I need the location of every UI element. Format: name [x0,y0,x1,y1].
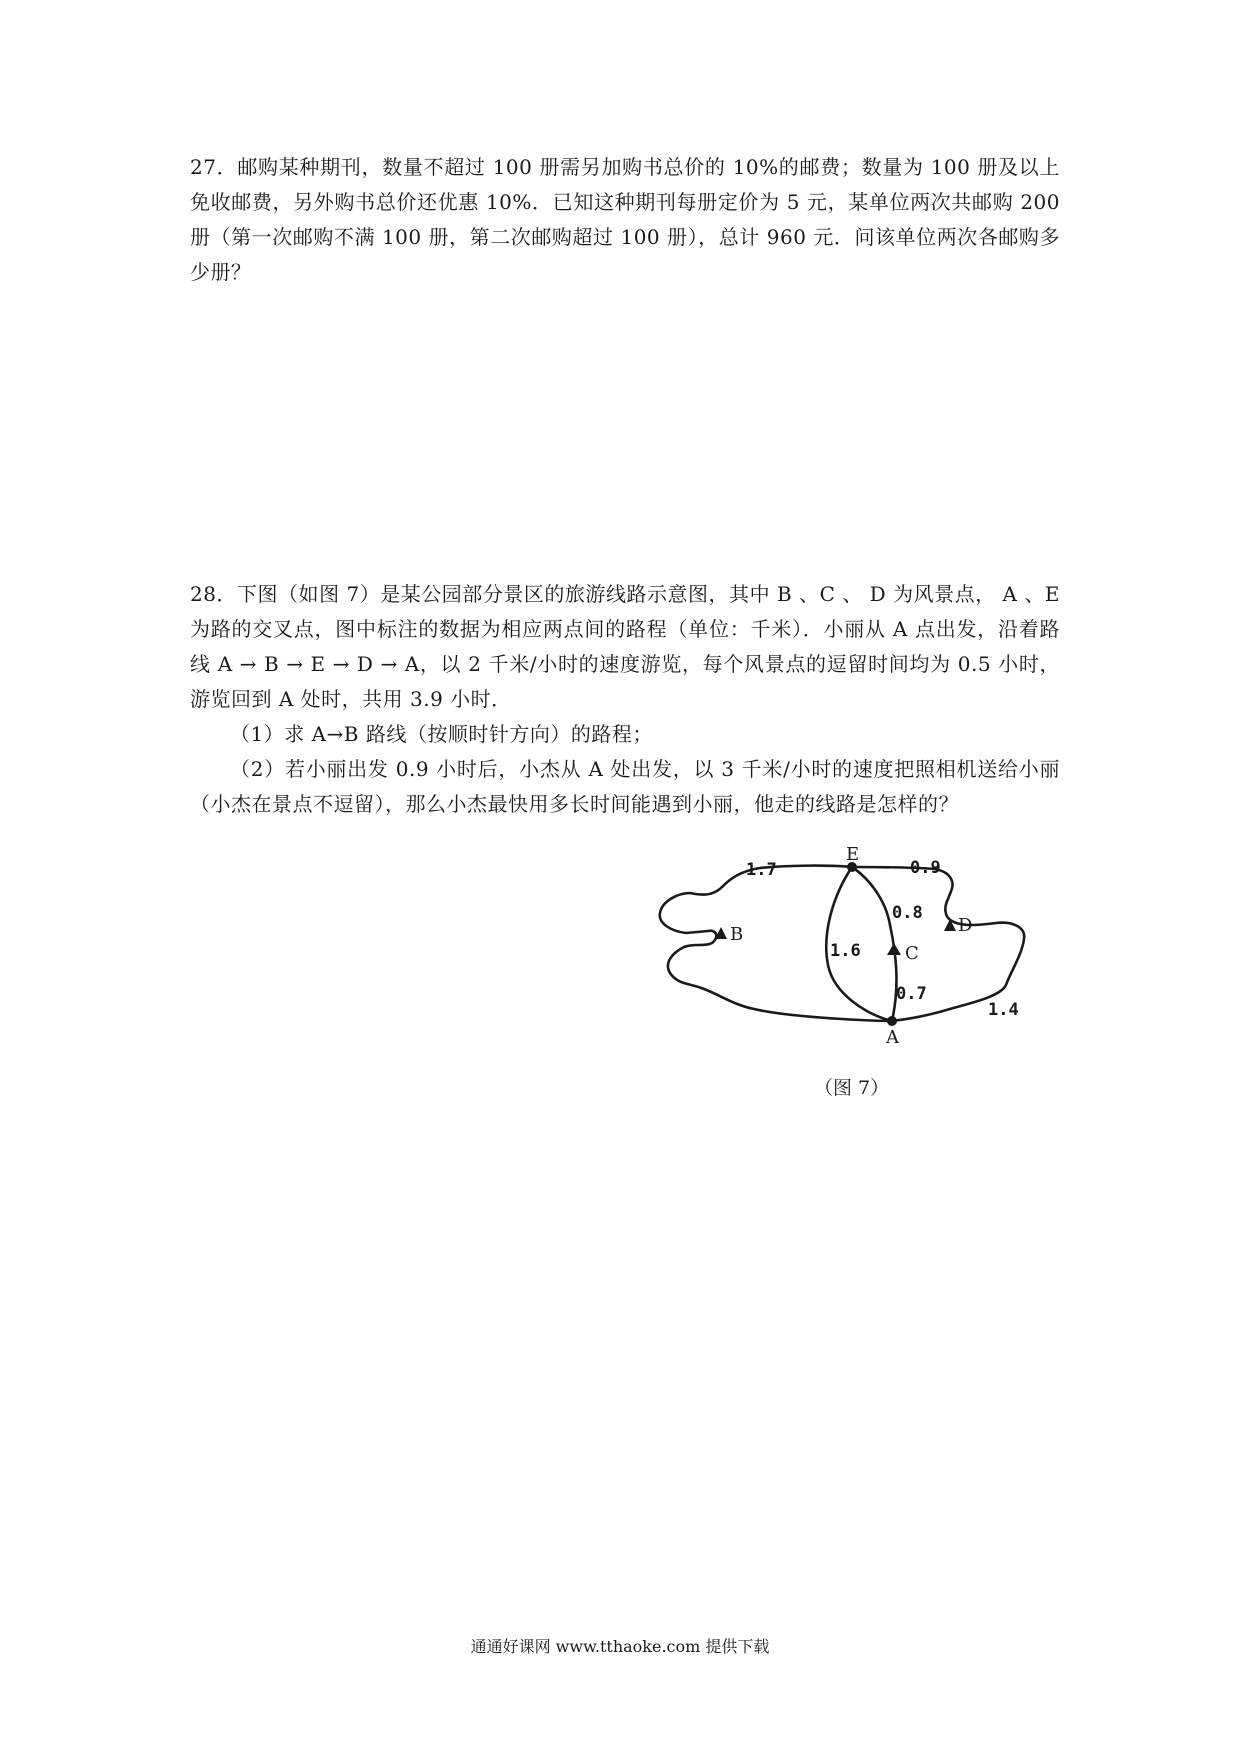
point-label-d: D [958,915,973,936]
page-footer: 通通好课网 www.tthaoke.com 提供下载 [470,1637,770,1656]
distance-e-d: 0.9 [910,858,941,878]
distance-e-a: 1.6 [830,941,861,961]
question-27-text: 27．邮购某种期刊，数量不超过 100 册需另加购书总价的 10%的邮费；数量为 100 册及以上免收邮费，另外购书总价还优惠 10%．已知这种期刊每册定价为 5 元，某单位两次共邮购 200 册（第一次邮购不满 100 册，第二次邮购超过 100 册），总计 960 元．问该单位两次各邮购多少册？ [190,155,1060,284]
question-28-part-2: （2）若小丽出发 0.9 小时后，小杰从 A 处出发，以 3 千米/小时的速度把照相机送给小丽（小杰在景点不逗留），那么小杰最快用多长时间能遇到小丽，他走的线路是怎样的？ [190,757,1060,816]
route-map-figure [650,835,1070,1105]
point-a-marker [887,1016,897,1026]
question-27 [190,150,1060,290]
point-label-b: B [730,924,744,945]
point-label-a: A [886,1027,899,1048]
point-label-c: C [905,943,919,964]
distance-e-c: 0.8 [892,903,923,923]
figure-caption: （图 7） [814,1077,890,1099]
question-28-intro: 28．下图（如图 7）是某公园部分景区的旅游线路示意图，其中 B 、C 、 D 为风景点， A 、E 为路的交叉点，图中标注的数据为相应两点间的路程（单位：千米）．小丽从 A 点出发，沿着路线 A → B → E → D → A，以 2 千米/小时的速度游览，每个风景点的逗留时间均为 0.5 小时，游览回到 A 处时，共用 3.9 小时． [190,582,1060,711]
question-28 [190,577,1060,822]
distance-c-a: 0.7 [896,984,927,1004]
question-28-part-1: （1）求 A→B 路线（按顺时针方向）的路程； [230,722,653,746]
route-map-svg [650,835,1070,1105]
distance-b-e: 1.7 [746,860,777,880]
distance-d-a: 1.4 [988,1000,1019,1020]
point-label-e: E [846,844,860,865]
point-c-marker [887,943,901,955]
route-e-d-a [852,867,1024,1021]
